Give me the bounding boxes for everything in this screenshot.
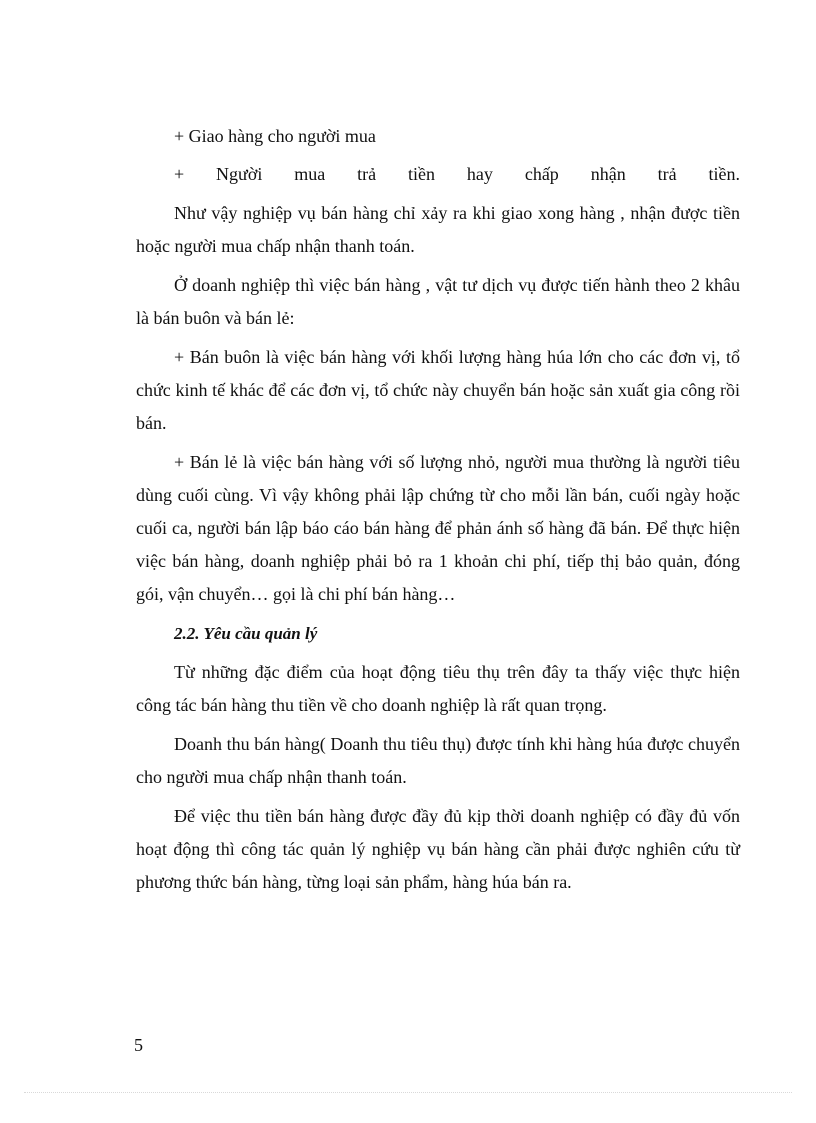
body-text (136, 120, 740, 905)
paragraph-two-stages: Ở doanh nghiệp thì việc bán hàng , vật tư dịch vụ được tiến hành theo 2 khâu là bán buôn và bán lẻ: (136, 275, 740, 328)
paragraph-revenue: Doanh thu bán hàng( Doanh thu tiêu thụ) được tính khi hàng húa được chuyển cho người mua chấp nhận thanh toán. (136, 734, 740, 787)
page-number: 5 (134, 1035, 143, 1055)
paragraph-collection: Để việc thu tiền bán hàng được đầy đủ kịp thời doanh nghiệp có đầy đủ vốn hoạt động thì công tác quản lý nghiệp vụ bán hàng cần phải được nghiên cứu từ phương thức bán hàng, từng loại sản phẩm, hàng húa bán ra. (136, 806, 740, 892)
paragraph-delivery: + Giao hàng cho người mua (174, 126, 376, 146)
section-heading: 2.2. Yêu cầu quản lý (174, 624, 318, 643)
paragraph-wholesale: + Bán buôn là việc bán hàng với khối lượng hàng húa lớn cho các đơn vị, tổ chức kinh tế khác để các đơn vị, tổ chức này chuyển bán hoặc sản xuất gia công rồi bán. (136, 347, 740, 433)
paragraph-importance: Từ những đặc điểm của hoạt động tiêu thụ trên đây ta thấy việc thực hiện công tác bán hàng thu tiền về cho doanh nghiệp là rất quan trọng. (136, 662, 740, 715)
paragraph-payment: + Người mua trả tiền hay chấp nhận trả tiền. (174, 164, 740, 184)
paragraph-sales-occurs: Như vậy nghiệp vụ bán hàng chỉ xảy ra khi giao xong hàng , nhận được tiền hoặc người mua chấp nhận thanh toán. (136, 203, 740, 256)
paragraph-retail: + Bán lẻ là việc bán hàng với số lượng nhỏ, người mua thường là người tiêu dùng cuối cùng. Vì vậy không phải lập chứng từ cho mỗi lần bán, cuối ngày hoặc cuối ca, người bán lập báo cáo bán hàng để phản ánh số hàng đã bán. Để thực hiện việc bán hàng, doanh nghiệp phải bỏ ra 1 khoản chi phí, tiếp thị bảo quản, đóng gói, vận chuyển… gọi là chi phí bán hàng… (136, 452, 740, 604)
page-bottom-divider (24, 1092, 792, 1093)
